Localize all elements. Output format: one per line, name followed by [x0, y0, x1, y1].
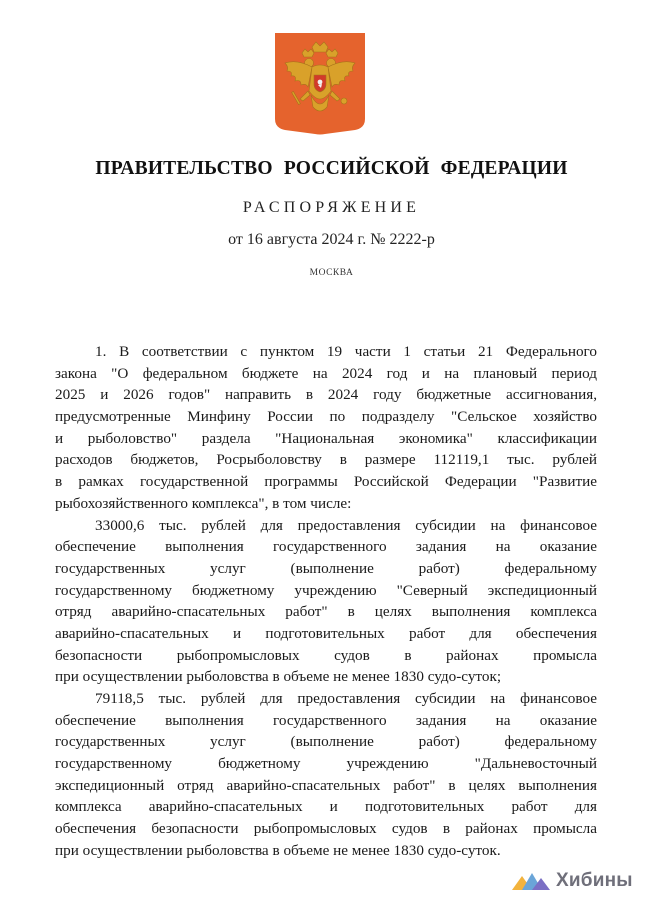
paragraph-3-line: при осуществлении рыболовства в объеме не менее 1830 судо-суток.	[55, 841, 501, 859]
watermark	[512, 868, 657, 894]
paragraph-3-line: государственному бюджетному учреждению "Дальневосточный	[55, 755, 597, 773]
paragraph-1-line: 2025 и 2026 годов" направить в 2024 году бюджетные ассигнования,	[55, 386, 597, 404]
document-body	[55, 341, 597, 862]
paragraph-2-line: государственному бюджетному учреждению "Северный экспедиционный	[55, 581, 597, 599]
paragraph-2-line: аварийно-спасательных и подготовительных работ для обеспечения	[55, 624, 597, 642]
coat-of-arms-icon	[275, 33, 365, 135]
city-name: МОСКВА	[309, 268, 354, 278]
coat-of-arms-emblem	[275, 33, 365, 135]
paragraph-3-line: государственных услуг (выполнение работ) федеральному	[55, 733, 597, 751]
paragraph-2-line: государственных услуг (выполнение работ) федеральному	[55, 559, 597, 577]
paragraph-1-line: рыбохозяйственного комплекса", в том числе:	[55, 494, 352, 512]
watermark-text: Хибины	[556, 870, 633, 891]
paragraph-3-line: обеспечение выполнения государственного задания на оказание	[55, 711, 597, 729]
paragraph-2-line: отряд аварийно-спасательных работ" в целях выполнения комплекса	[55, 603, 597, 621]
paragraph-1-line: 1. В соответствии с пунктом 19 части 1 статьи 21 Федерального	[95, 343, 597, 360]
paragraph-1-line: расходов бюджетов, Росрыболовству в размере 112119,1 тыс. рублей	[55, 451, 597, 469]
paragraph-2-line: 33000,6 тыс. рублей для предоставления субсидии на финансовое	[95, 516, 597, 534]
paragraph-1-line: предусмотренные Минфину России по подразделу "Сельское хозяйство	[55, 408, 597, 426]
paragraph-1-line: и рыболовство" раздела "Национальная экономика" классификации	[55, 429, 597, 447]
paragraph-1-line: в рамках государственной программы Российской Федерации "Развитие	[55, 473, 597, 491]
paragraph-1-line: закона "О федеральном бюджете на 2024 год и на плановый период	[55, 364, 597, 382]
government-title: ПРАВИТЕЛЬСТВО РОССИЙСКОЙ ФЕДЕРАЦИИ	[95, 158, 568, 179]
paragraph-2-line: обеспечение выполнения государственного задания на оказание	[55, 538, 597, 556]
mountains-logo-icon	[512, 870, 552, 892]
document-date-number: от 16 августа 2024 г. № 2222-р	[228, 231, 435, 248]
paragraph-3-line: обеспечения безопасности рыбопромысловых судов в районах промысла	[55, 820, 597, 838]
paragraph-3-line: экспедиционный отряд аварийно-спасательных работ" в целях выполнения	[55, 776, 597, 794]
document-type: РАСПОРЯЖЕНИЕ	[242, 199, 421, 216]
paragraph-3-line: комплекса аварийно-спасательных и подготовительных работ для	[55, 798, 597, 816]
paragraph-2-line: при осуществлении рыболовства в объеме не менее 1830 судо-суток;	[55, 668, 502, 686]
paragraph-2-line: безопасности рыбопромысловых судов в районах промысла	[55, 646, 597, 664]
paragraph-3-line: 79118,5 тыс. рублей для предоставления субсидии на финансовое	[95, 690, 597, 707]
